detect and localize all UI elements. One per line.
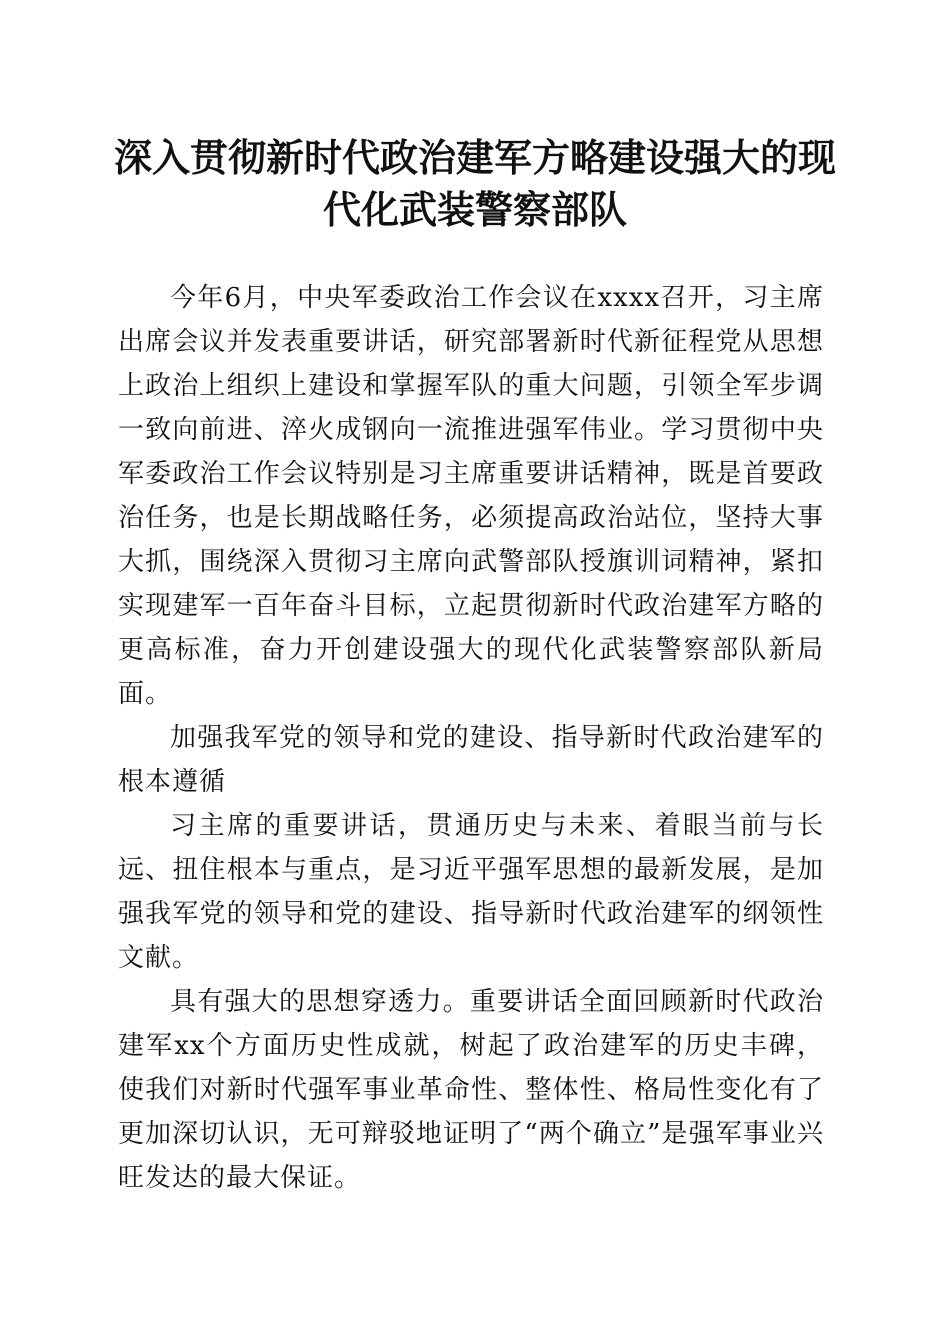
document-body [118,276,824,1200]
paragraph-speech-significance: 习主席的重要讲话，贯通历史与未来、着眼当前与长远、扭住根本与重点，是习近平强军思想的最新发展，是加强我军党的领导和党的建设、指导新时代政治建军的纲领性文献。 [118,811,824,973]
document-title: 深入贯彻新时代政治建军方略建设强大的现代化武装警察部队 [113,135,836,232]
paragraph-intro: 今年6月，中央军委政治工作会议在xxxx召开，习主席出席会议并发表重要讲话，研究部署新时代新征程党从思想上政治上组织上建设和掌握军队的重大问题，引领全军步调一致向前进、淬火成钢向一流推进强军伟业。学习贯彻中央军委政治工作会议特别是习主席重要讲话精神，既是首要政治任务，也是长期战略任务，必须提高政治站位，坚持大事大抓，围绕深入贯彻习主席向武警部队授旗训词精神，紧扣实现建军一百年奋斗目标，立起贯彻新时代政治建军方略的更高标准，奋力开创建设强大的现代化武装警察部队新局面。 [118,283,824,709]
paragraph-ideological-penetration: 具有强大的思想穿透力。重要讲话全面回顾新时代政治建军xx个方面历史性成就，树起了政治建军的历史丰碑，使我们对新时代强军事业革命性、整体性、格局性变化有了更加深切认识，无可辩驳地证明了“两个确立”是强军事业兴旺发达的最大保证。 [118,987,824,1193]
paragraph-section-heading: 加强我军党的领导和党的建设、指导新时代政治建军的根本遵循 [118,723,824,797]
